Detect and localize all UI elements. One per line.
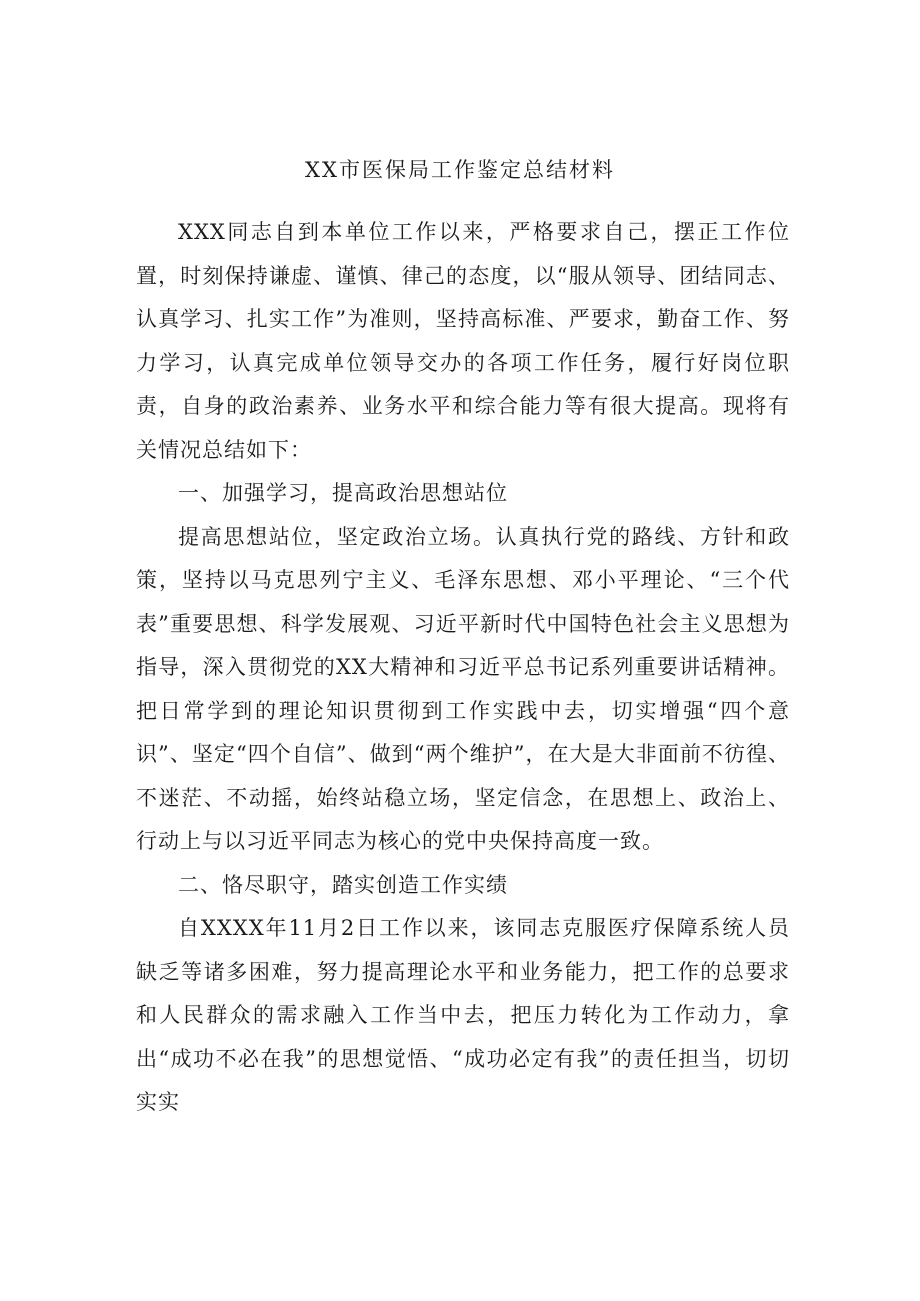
document-title: XX市医保局工作鉴定总结材料 bbox=[305, 158, 615, 182]
section-2-paragraph: 自XXXX年11月2日工作以来，该同志克服医疗保障系统人员缺乏等诸多困难，努力提高理论水平和业务能力，把工作的总要求和人民群众的需求融入工作当中去，把压力转化为工作动力，拿出“成功不必在我”的思想觉悟、“成功必定有我”的责任担当，切切实实 bbox=[136, 916, 790, 1114]
section-1-heading: 一、加强学习，提高政治思想站位 bbox=[178, 481, 508, 505]
section-1-paragraph: 提高思想站位，坚定政治立场。认真执行党的路线、方针和政策，坚持以马克思列宁主义、毛泽东思想、邓小平理论、“三个代表”重要思想、科学发展观、习近平新时代中国特色社会主义思想为指导，深入贯彻党的XX大精神和习近平总书记系列重要讲话精神。把日常学到的理论知识贯彻到工作实践中去，切实增强“四个意识”、坚定“四个自信”、做到“两个维护”，在大是大非面前不彷徨、不迷茫、不动摇，始终站稳立场，坚定信念，在思想上、政治上、行动上与以习近平同志为核心的党中央保持高度一致。 bbox=[136, 524, 790, 853]
document-body bbox=[136, 211, 790, 1125]
intro-paragraph: XXX同志自到本单位工作以来，严格要求自己，摆正工作位置，时刻保持谦虚、谨慎、律己的态度，以“服从领导、团结同志、认真学习、扎实工作”为准则，坚持高标准、严要求，勤奋工作、努力学习，认真完成单位领导交办的各项工作任务，履行好岗位职责，自身的政治素养、业务水平和综合能力等有很大提高。现将有关情况总结如下： bbox=[136, 220, 790, 462]
section-2-heading: 二、恪尽职守，踏实创造工作实绩 bbox=[178, 872, 508, 897]
